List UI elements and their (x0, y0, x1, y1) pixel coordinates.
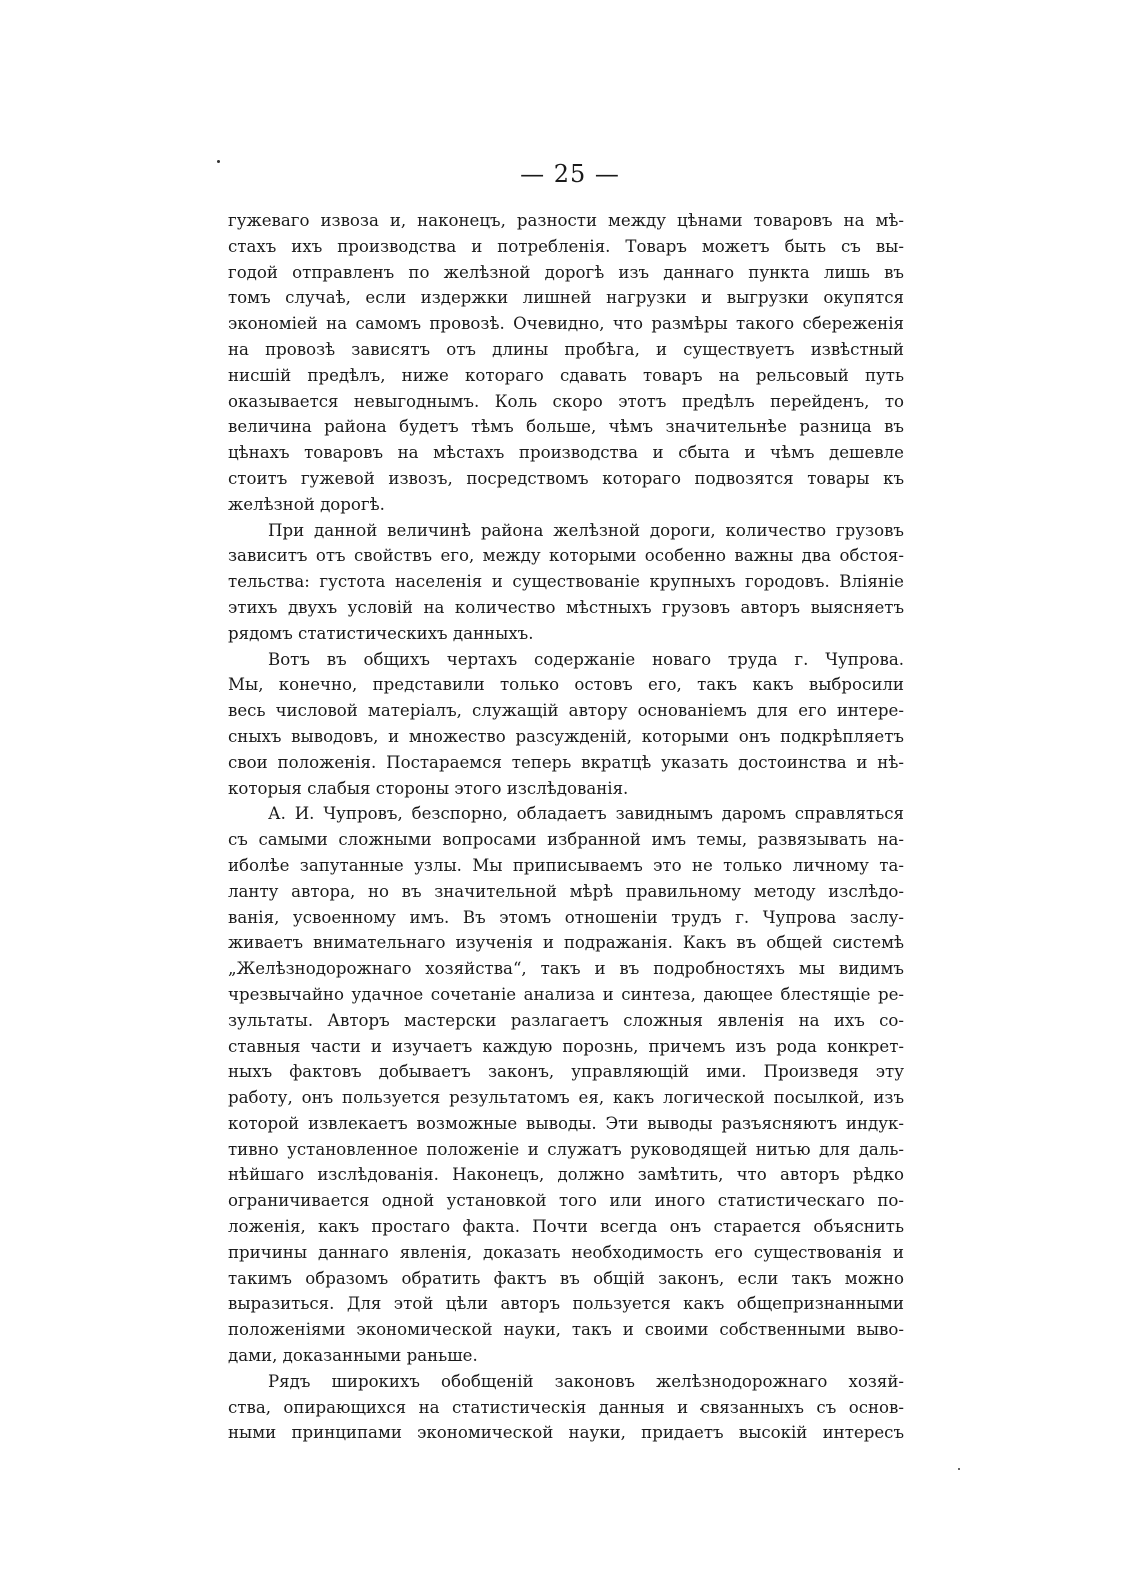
text-body (228, 208, 904, 1446)
text-line: стоитъ гужевой извозъ, посредствомъ котораго подвозятся товары къ (228, 468, 904, 488)
text-line: зультаты. Авторъ мастерски разлагаетъ сложныя явленія на ихъ со- (228, 1010, 904, 1030)
text-line: которыя слабыя стороны этого изслѣдованія. (228, 778, 629, 798)
paragraph-2 (228, 518, 904, 647)
text-line: нисшій предѣлъ, ниже котораго сдавать товаръ на рельсовый путь (228, 365, 904, 385)
text-line: положеніями экономической науки, такъ и своими собственными выво- (228, 1320, 904, 1340)
text-line: чрезвычайно удачное сочетаніе анализа и синтеза, дающее блестящіе ре- (228, 984, 904, 1004)
text-line: годой отправленъ по желѣзной дорогѣ изъ даннаго пункта лишь въ (228, 262, 904, 282)
text-line: рядомъ статистическихъ данныхъ. (228, 623, 534, 643)
text-line: гужеваго извоза и, наконецъ, разности между цѣнами товаровъ на мѣ- (228, 211, 904, 230)
text-line: сныхъ выводовъ, и множество разсужденій, которыми онъ подкрѣпляетъ (228, 726, 904, 746)
text-line: тельства: густота населенія и существованіе крупныхъ городовъ. Вліяніе (228, 572, 904, 592)
text-line: дами, доказанными раньше. (228, 1346, 478, 1366)
text-line: величина района будетъ тѣмъ больше, чѣмъ значительнѣе разница въ (228, 417, 904, 437)
text-line: Вотъ въ общихъ чертахъ содержаніе новаго труда г. Чупрова. (268, 649, 904, 669)
text-line: на провозѣ зависятъ отъ длины пробѣга, и существуетъ извѣстный (228, 339, 904, 359)
text-line: иболѣе запутанные узлы. Мы приписываемъ это не только личному та- (228, 855, 904, 875)
text-line: которой извлекаетъ возможные выводы. Эти выводы разъясняютъ индук- (228, 1113, 904, 1133)
text-line: работу, онъ пользуется результатомъ ея, какъ логической посылкой, изъ (228, 1088, 904, 1108)
text-line: ставныя части и изучаетъ каждую порознь, причемъ изъ рода конкрет- (228, 1036, 904, 1056)
text-line: ными принципами экономической науки, придаетъ высокій интересъ (228, 1423, 904, 1443)
text-line: стахъ ихъ производства и потребленія. Товаръ можетъ быть съ вы- (228, 236, 904, 256)
text-line: зависитъ отъ свойствъ его, между которыми особенно важны два обстоя- (228, 546, 904, 566)
text-line: причины даннаго явленія, доказать необходимость его существованія и (228, 1242, 904, 1262)
text-line: живаетъ внимательнаго изученія и подражанія. Какъ въ общей системѣ (228, 933, 904, 953)
text-line: цѣнахъ товаровъ на мѣстахъ производства и сбыта и чѣмъ дешевле (228, 443, 904, 463)
text-line: съ самыми сложными вопросами избранной имъ темы, развязывать на- (228, 830, 904, 850)
print-speck (958, 1468, 960, 1470)
text-line: Рядъ широкихъ обобщеній законовъ желѣзнодорожнаго хозяй- (268, 1371, 904, 1391)
text-line: ванія, усвоенному имъ. Въ этомъ отношеніи трудъ г. Чупрова заслу- (228, 907, 904, 927)
text-line: желѣзной дорогѣ. (228, 494, 385, 514)
text-line: такимъ образомъ обратить фактъ въ общій законъ, если такъ можно (228, 1268, 904, 1288)
text-line: ства, опирающихся на статистическія данныя и связанныхъ съ основ- (228, 1397, 904, 1417)
text-line: „Желѣзнодорожнаго хозяйства“, такъ и въ подробностяхъ мы видимъ (228, 959, 904, 979)
text-line: Мы, конечно, представили только остовъ его, такъ какъ выбросили (228, 675, 904, 695)
text-line: нѣйшаго изслѣдованія. Наконецъ, должно замѣтить, что авторъ рѣдко (228, 1165, 904, 1185)
text-line: тивно установленное положеніе и служатъ руководящей нитью для даль- (228, 1139, 904, 1159)
text-line: ныхъ фактовъ добываетъ законъ, управляющій ими. Произведя эту (228, 1062, 904, 1082)
text-line: ланту автора, но въ значительной мѣрѣ правильному методу изслѣдо- (228, 881, 904, 901)
paragraph-1 (228, 208, 904, 518)
page-number: — 25 — (520, 160, 620, 188)
text-line: экономіей на самомъ провозѣ. Очевидно, что размѣры такого сбереженія (228, 314, 904, 334)
paragraph-5 (228, 1369, 904, 1446)
text-line: выразиться. Для этой цѣли авторъ пользуется какъ общепризнанными (228, 1294, 904, 1314)
paragraph-4 (228, 801, 904, 1369)
text-line: весь числовой матеріалъ, служащій автору основаніемъ для его интере- (228, 701, 904, 721)
text-line: свои положенія. Постараемся теперь вкратцѣ указать достоинства и нѣ- (228, 752, 904, 772)
text-line: томъ случаѣ, если издержки лишней нагрузки и выгрузки окупятся (228, 288, 904, 308)
text-line: При данной величинѣ района желѣзной дороги, количество грузовъ (268, 520, 904, 540)
paragraph-3 (228, 647, 904, 802)
text-line: этихъ двухъ условій на количество мѣстныхъ грузовъ авторъ выясняетъ (228, 597, 904, 617)
text-line: А. И. Чупровъ, безспорно, обладаетъ завиднымъ даромъ справляться (268, 804, 904, 824)
text-line: ограничивается одной установкой того или иного статистическаго по- (228, 1191, 904, 1211)
text-line: оказывается невыгоднымъ. Коль скоро этотъ предѣлъ перейденъ, то (228, 391, 904, 411)
text-line: ложенія, какъ простаго факта. Почти всегда онъ старается объяснить (228, 1217, 904, 1237)
